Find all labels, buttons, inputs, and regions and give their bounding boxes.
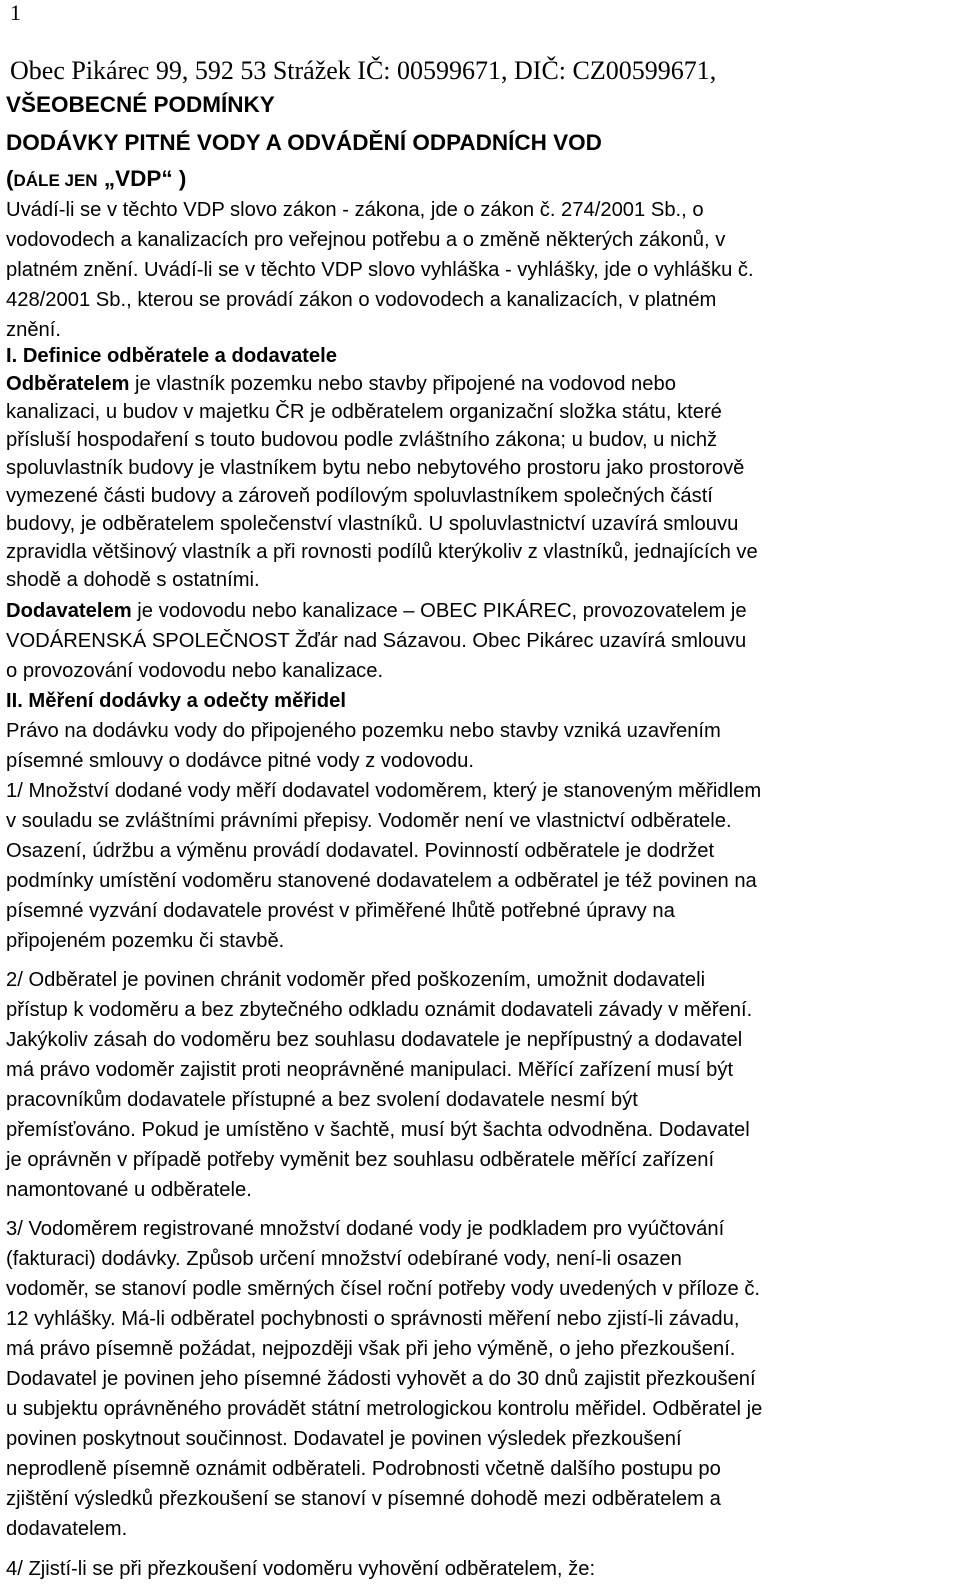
page-number: 1 [10,0,21,25]
section-2-line: podmínky umístění vodoměru stanovené dodavatelem a odběratel je též povinen na [6,870,757,892]
paragraph-2-line: namontované u odběratele. [6,1179,252,1201]
paragraph-3-line: má právo písemně požádat, nejpozději však při jeho výměně, o jeho přezkoušení. [6,1338,736,1360]
title-line-3: (DÁLE JEN „VDP“ ) [6,166,187,191]
section-1-line: budovy, je odběratelem společenství vlastníků. U spoluvlastnictví uzavírá smlouvu [6,513,739,535]
section-1-line: o provozování vodovodu nebo kanalizace. [6,660,384,682]
paragraph-2-line: má právo vodoměr zajistit proti neoprávněné manipulaci. Měřící zařízení musí být [6,1059,734,1081]
paragraph-3-line: neprodleně písemně oznámit odběrateli. Podrobnosti včetně dalšího postupu po [6,1458,721,1480]
paragraph-3-line: 12 vyhlášky. Má-li odběratel pochybnosti o správnosti měření nebo zjistí-li závadu, [6,1308,740,1330]
section-1-heading: I. Definice odběratele a dodavatele [6,345,337,367]
section-2-line: 1/ Množství dodané vody měří dodavatel vodoměrem, který je stanoveným měřidlem [6,780,762,802]
paragraph-2-line: přístup k vodoměru a bez zbytečného odkladu oznámit dodavateli závady v měření. [6,999,753,1021]
paragraph-3-line: (fakturaci) dodávky. Způsob určení množství odebírané vody, není-li osazen [6,1248,682,1270]
intro-line: Uvádí-li se v těchto VDP slovo zákon - zákona, jde o zákon č. 274/2001 Sb., o [6,199,704,221]
paragraph-2-line: pracovníkům dodavatele přístupné a bez svolení dodavatele nesmí být [6,1089,638,1111]
intro-line: 428/2001 Sb., kterou se provádí zákon o vodovodech a kanalizacích, v platném [6,289,717,311]
title-line-2: DODÁVKY PITNÉ VODY A ODVÁDĚNÍ ODPADNÍCH VOD [6,130,602,155]
paragraph-3-line: vodoměr, se stanoví podle směrných čísel roční potřeby vody uvedených v příloze č. [6,1278,761,1300]
section-2-line: v souladu se zvláštními právními přepisy. Vodoměr není ve vlastnictví odběratele. [6,810,732,832]
section-2-line: písemné vyzvání dodavatele provést v přiměřené lhůtě potřebné úpravy na [6,900,675,922]
section-1-line: shodě a dohodě s ostatními. [6,569,260,591]
paragraph-4-line: 4/ Zjistí-li se při přezkoušení vodoměru vyhovění odběratelem, že: [6,1558,596,1580]
section-2-line: písemné smlouvy o dodávce pitné vody z vodovodu. [6,750,474,772]
paragraph-3-line: dodavatelem. [6,1518,128,1540]
intro-line: platném znění. Uvádí-li se v těchto VDP slovo vyhláška - vyhlášky, jde o vyhlášku č. [6,259,754,281]
paragraph-3-line: u subjektu oprávněného provádět státní metrologickou kontrolu měřidel. Odběratel je [6,1398,763,1420]
title-line-1: VŠEOBECNÉ PODMÍNKY [6,92,275,117]
intro-line: znění. [6,319,61,341]
section-1-line: kanalizaci, u budov v majetku ČR je odběratelem organizační složka státu, které [6,401,722,423]
paragraph-2-line: Jakýkoliv zásah do vodoměru bez souhlasu dodavatele je nepřípustný a dodavatel [6,1029,743,1051]
paragraph-3-line: Dodavatel je povinen jeho písemné žádosti vyhovět a do 30 dnů zajistit přezkoušení [6,1368,756,1390]
section-2-line: Právo na dodávku vody do připojeného pozemku nebo stavby vzniká uzavřením [6,720,721,742]
section-2-heading: II. Měření dodávky a odečty měřidel [6,690,346,712]
section-1-line: vymezené části budovy a zároveň podílovým spoluvlastníkem společných částí [6,485,713,507]
paragraph-2-line: přemísťováno. Pokud je umístěno v šachtě, musí být šachta odvodněna. Dodavatel [6,1119,750,1141]
section-1-line: Dodavatelem je vodovodu nebo kanalizace – OBEC PIKÁREC, provozovatelem je [6,600,747,622]
header-line: Obec Pikárec 99, 592 53 Strážek IČ: 00599671, DIČ: CZ00599671, [10,56,717,85]
paragraph-3-line: zjištění výsledků přezkoušení se stanoví v písemné dohodě mezi odběratelem a [6,1488,721,1510]
paragraph-3-line: povinen poskytnout součinnost. Dodavatel je povinen výsledek přezkoušení [6,1428,682,1450]
section-2-line: připojeném pozemku či stavbě. [6,930,285,952]
section-1-line: VODÁRENSKÁ SPOLEČNOST Žďár nad Sázavou. Obec Pikárec uzavírá smlouvu [6,630,747,652]
section-2-line: Osazení, údržbu a výměnu provádí dodavatel. Povinností odběratele je dodržet [6,840,715,862]
section-1-line: přísluší hospodaření s touto budovou podle zvláštního zákona; u budov, u nichž [6,429,718,451]
intro-line: vodovodech a kanalizacích pro veřejnou potřebu a o změně některých zákonů, v [6,229,726,251]
paragraph-2-line: 2/ Odběratel je povinen chránit vodoměr před poškozením, umožnit dodavateli [6,969,706,991]
paragraph-2-line: je oprávněn v případě potřeby vyměnit bez souhlasu odběratele měřící zařízení [6,1149,715,1171]
section-1-line: spoluvlastník budovy je vlastníkem bytu nebo nebytového prostoru jako prostorově [6,457,745,479]
section-1-line: Odběratelem je vlastník pozemku nebo stavby připojené na vodovod nebo [6,373,676,395]
section-1-line: zpravidla většinový vlastník a při rovnosti podílů kterýkoliv z vlastníků, jednajících ve [6,541,758,563]
paragraph-3-line: 3/ Vodoměrem registrované množství dodané vody je podkladem pro vyúčtování [6,1218,725,1240]
